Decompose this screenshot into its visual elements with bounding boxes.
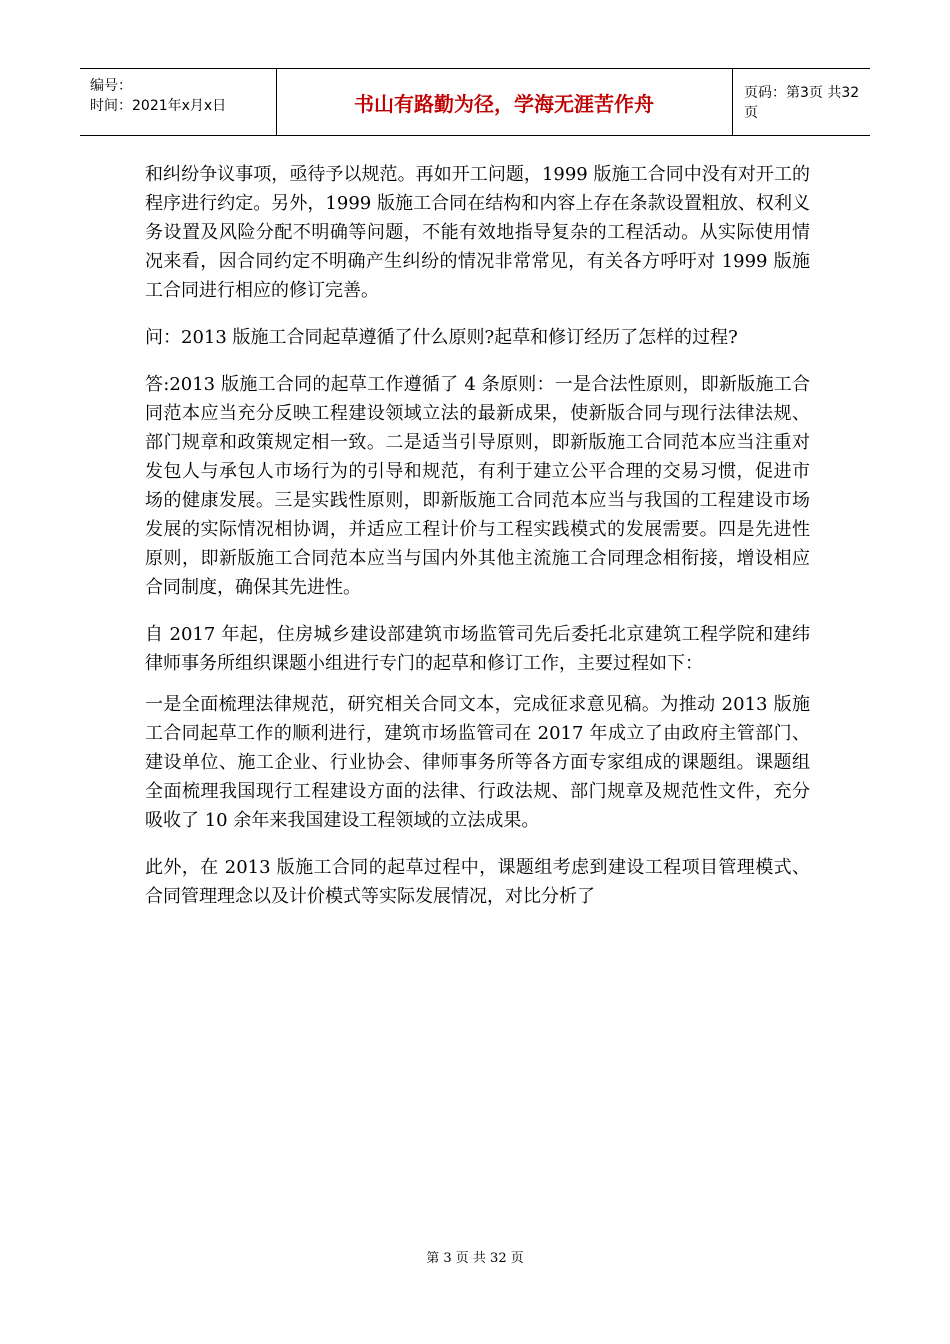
body-paragraph: 自 2017 年起，住房城乡建设部建筑市场监管司先后委托北京建筑工程学院和建纬律师事务所组织课题小组进行专门的起草和修订工作，主要过程如下：	[145, 624, 810, 674]
header-page-code: 页码：第3页 共32页	[744, 85, 860, 121]
answer-paragraph: 答:2013 版施工合同的起草工作遵循了 4 条原则：一是合法性原则，即新版施工合同范本应当充分反映工程建设领域立法的最新成果，使新版合同与现行法律法规、部门规章和政策规定相一致。二是适当引导原则，即新版施工合同范本应当注重对发包人与承包人市场行为的引导和规范，有利于建立公平合理的交易习惯，促进市场的健康发展。三是实践性原则，即新版施工合同范本应当与我国的工程建设市场发展的实际情况相协调，并适应工程计价与工程实践模式的发展需要。四是先进性原则，即新版施工合同范本应当与国内外其他主流施工合同理念相衔接，增设相应合同制度，确保其先进性。	[145, 374, 810, 598]
body-paragraph: 一是全面梳理法律规范，研究相关合同文本，完成征求意见稿。为推动 2013 版施工合同起草工作的顺利进行，建筑市场监管司在 2017 年成立了由政府主管部门、建设单位、施工企业、行业协会、律师事务所等各方面专家组成的课题组。课题组全面梳理我国现行工程建设方面的法律、行政法规、部门规章及规范性文件，充分吸收了 10 余年来我国建设工程领域的立法成果。	[145, 694, 810, 831]
body-paragraph: 此外，在 2013 版施工合同的起草过程中，课题组考虑到建设工程项目管理模式、合同管理理念以及计价模式等实际发展情况，对比分析了	[145, 857, 810, 907]
page-footer: 第 3 页 共 32 页	[426, 1251, 524, 1266]
page-header	[80, 68, 870, 136]
question-paragraph: 问：2013 版施工合同起草遵循了什么原则?起草和修订经历了怎样的过程?	[145, 327, 738, 348]
document-time-label: 时间：2021年x月x日	[90, 98, 227, 114]
header-motto: 书山有路勤为径，学海无涯苦作舟	[354, 91, 654, 116]
header-meta	[80, 69, 276, 135]
document-number-label: 编号：	[90, 78, 132, 94]
body-paragraph: 和纠纷争议事项，亟待予以规范。再如开工问题，1999 版施工合同中没有对开工的程序进行约定。另外，1999 版施工合同在结构和内容上存在条款设置粗放、权利义务设置及风险分配不明确等问题，不能有效地指导复杂的工程活动。从实际使用情况来看，因合同约定不明确产生纠纷的情况非常常见，有关各方呼吁对 1999 版施工合同进行相应的修订完善。	[145, 164, 810, 301]
document-body	[145, 160, 810, 929]
